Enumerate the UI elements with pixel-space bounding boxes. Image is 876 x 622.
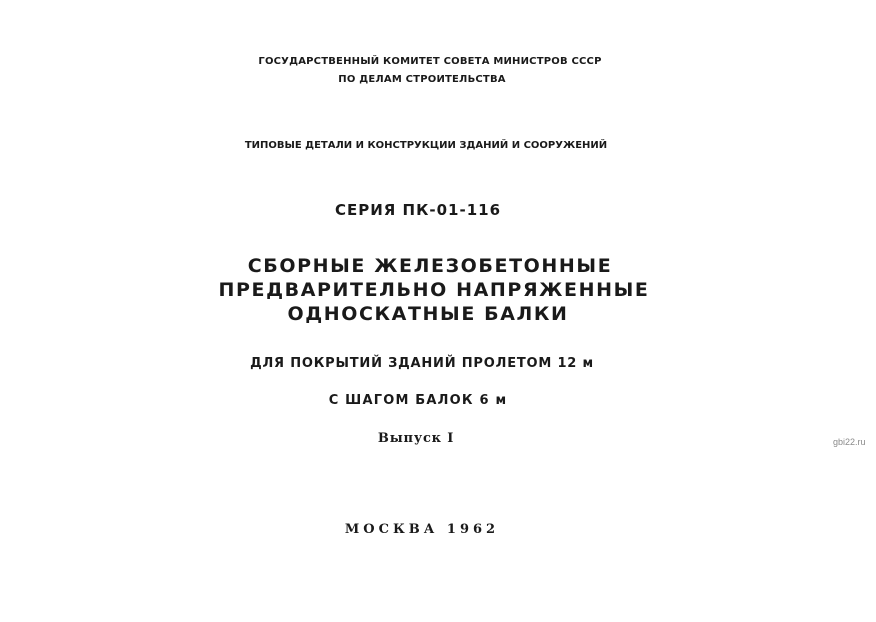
- subtitle-line-1: ДЛЯ ПОКРЫТИЙ ЗДАНИЙ ПРОЛЕТОМ 12 м: [250, 356, 594, 371]
- organization-line-2: ПО ДЕЛАМ СТРОИТЕЛЬСТВА: [338, 74, 506, 85]
- subtitle-line-2: С ШАГОМ БАЛОК 6 м: [328, 393, 508, 408]
- title-line-1: СБОРНЫЕ ЖЕЛЕЗОБЕТОННЫЕ: [247, 255, 613, 277]
- issue-number: Выпуск I: [377, 431, 455, 446]
- series-number: СЕРИЯ ПК-01-116: [334, 201, 502, 219]
- title-line-2: ПРЕДВАРИТЕЛЬНО НАПРЯЖЕННЫЕ: [218, 279, 650, 301]
- city-year: МОСКВА 1962: [344, 522, 500, 537]
- title-line-3: ОДНОСКАТНЫЕ БАЛКИ: [287, 303, 569, 325]
- document-category: ТИПОВЫЕ ДЕТАЛИ И КОНСТРУКЦИИ ЗДАНИЙ И СООРУЖЕНИЙ: [244, 140, 608, 151]
- watermark-text: gbi22.ru: [833, 437, 866, 447]
- organization-line-1: ГОСУДАРСТВЕННЫЙ КОМИТЕТ СОВЕТА МИНИСТРОВ СССР: [258, 56, 602, 67]
